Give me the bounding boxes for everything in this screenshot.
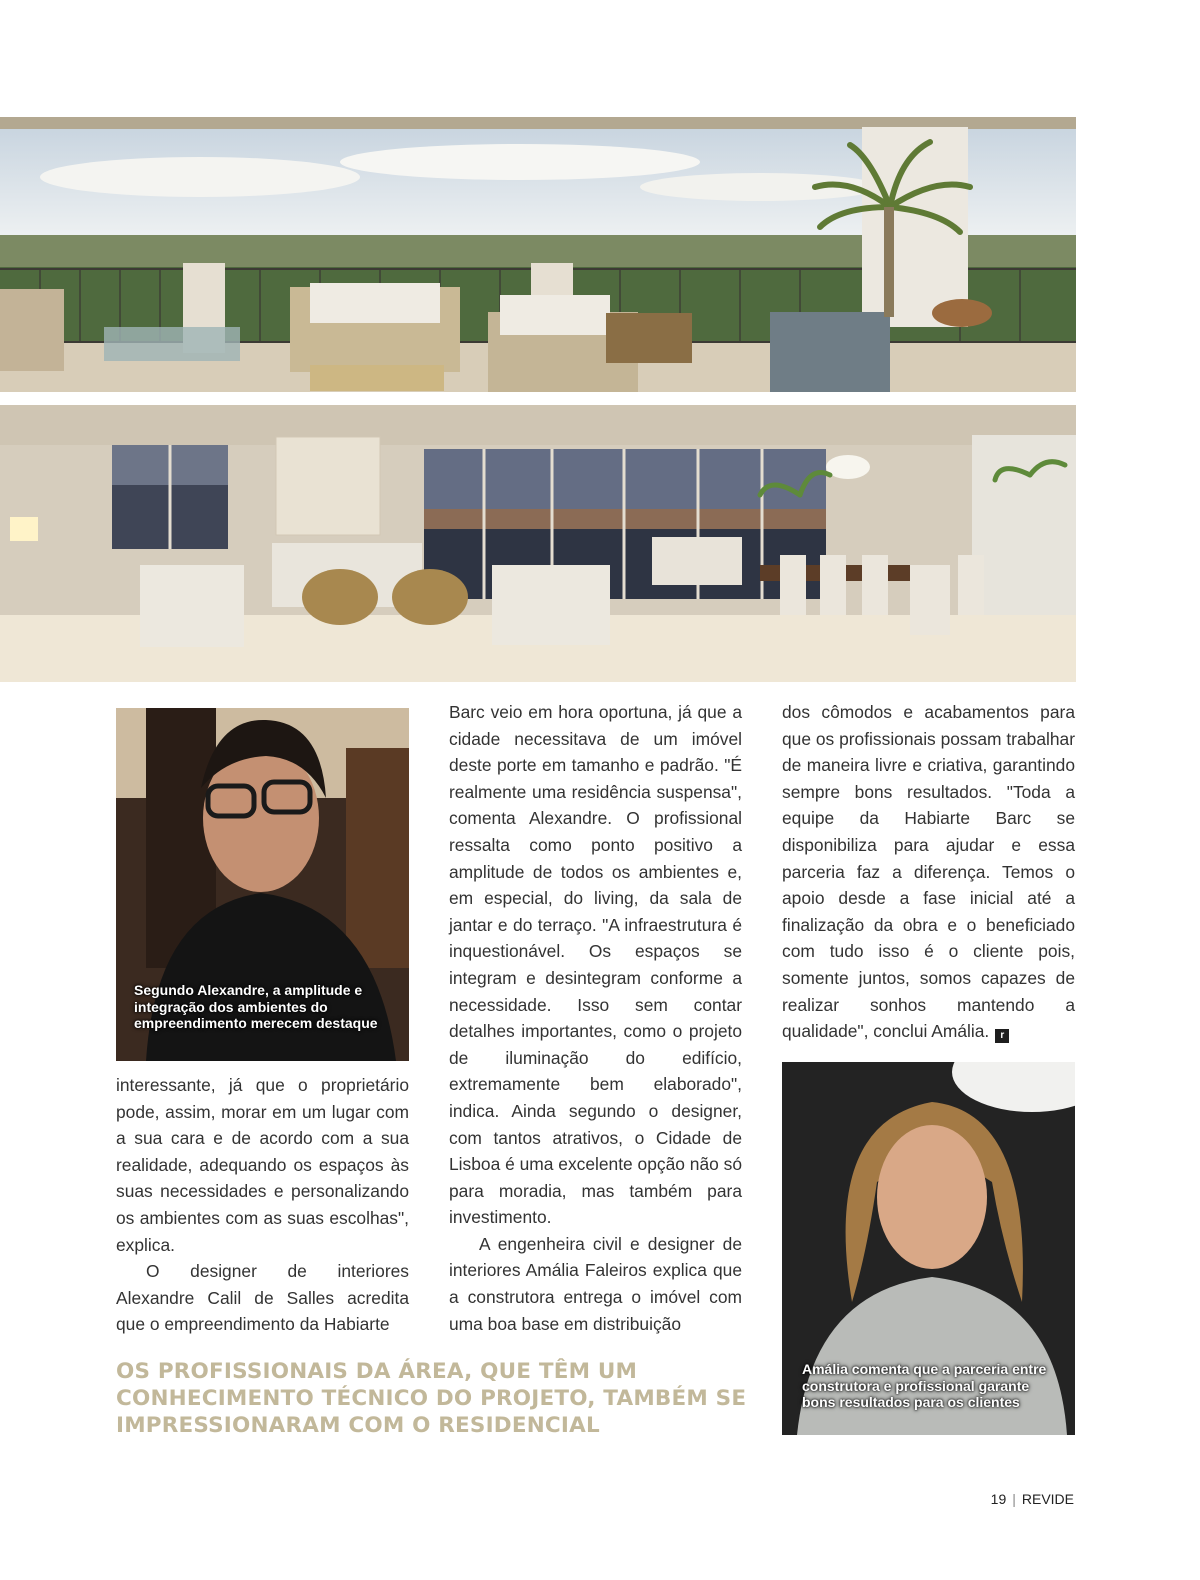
text-column-c: [782, 699, 1075, 1045]
column-b-paragraph-2: A engenheira civil e designer de interiores Amália Faleiros explica que a construtora entrega o imóvel com uma boa base em distribuição: [449, 1233, 742, 1334]
terrace-photo: [0, 117, 1076, 392]
caption-alexandre: Segundo Alexandre, a amplitude e integração dos ambientes do empreendimento merecem destaque: [134, 982, 378, 1031]
column-a-paragraph-1: interessante, já que o proprietário pode, assim, morar em um lugar com a sua cara e de acordo com a sua realidade, adequando os espaços às suas necessidades e personalizando os ambientes com as suas escolhas", explica.: [116, 1075, 409, 1255]
column-a-paragraph-2: O designer de interiores Alexandre Calil de Salles acredita que o empreendimento da Habiarte: [116, 1261, 409, 1335]
column-b-paragraph-1: Barc veio em hora oportuna, já que a cidade necessitava de um imóvel deste porte em tamanho e padrão. "É realmente uma residência suspensa", comenta Alexandre. O profissional ressalta como ponto positivo a amplitude de todos os ambientes e, em especial, do living, da sala de jantar e do terraço. "A infraestrutura é inquestionável. Os espaços se integram e desintegram conforme a necessidade. Isso sem contar detalhes importantes, como o projeto de iluminação do edifício, extremamente bem elaborado", indica. Ainda segundo o designer, com tantos atrativos, o Cidade de Lisboa é uma excelente opção não só para moradia, mas também para investimento.: [449, 702, 742, 1228]
text-column-a: [116, 1072, 409, 1338]
pull-quote: OS PROFISSIONAIS DA ÁREA, QUE TÊM UM CONHECIMENTO TÉCNICO DO PROJETO, TAMBÉM SE IMPRESSIONARAM COM O RESIDENCIAL: [116, 1359, 747, 1438]
text-column-b: [449, 699, 742, 1337]
column-c-text: dos cômodos e acabamentos para que os profissionais possam trabalhar de maneira livre e criativa, garantindo sempre bons resultados. "Toda a equipe da Habiarte Barc se disponibiliza para ajudar e essa parceria faz a diferença. Temos o apoio desde a fase inicial até a finalização da obra e o beneficiado com tudo isso é o cliente pois, somente juntos, somos capazes de realizar sonhos mantendo a qualidade", conclui Amália.: [782, 702, 1075, 1042]
page-number: 19: [990, 1491, 1007, 1507]
magazine-name: REVIDE: [1021, 1491, 1074, 1507]
footer-separator: |: [1012, 1491, 1016, 1507]
column-c-paragraph-1: [782, 699, 1075, 1045]
living-room-photo: [0, 405, 1076, 682]
page-footer: [991, 1491, 1074, 1507]
end-of-article-mark: r: [995, 1029, 1009, 1043]
caption-amalia: Amália comenta que a parceria entre construtora e profissional garante bons resultados para os clientes: [802, 1361, 1047, 1410]
